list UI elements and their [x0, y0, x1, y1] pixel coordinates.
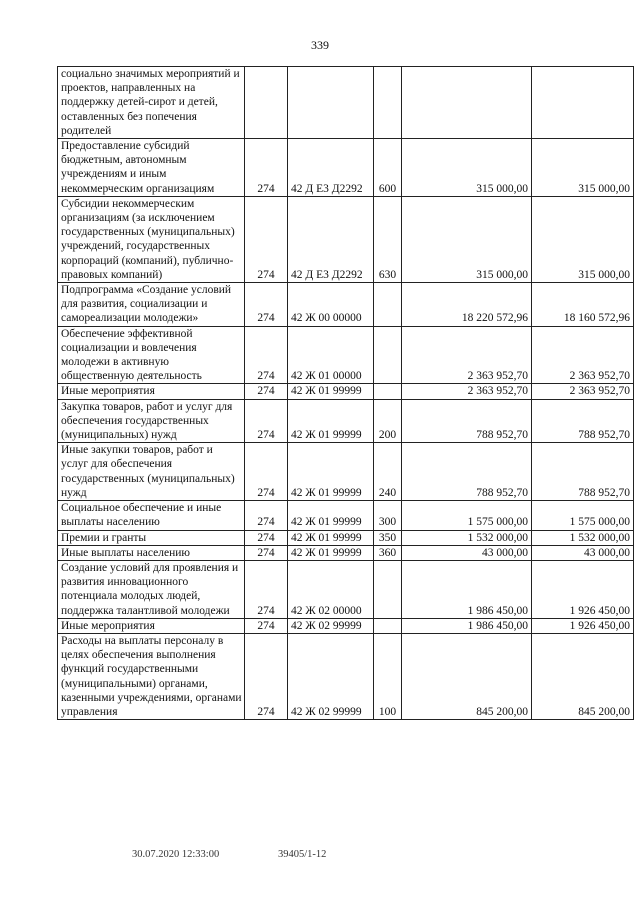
row-csr-cell: 42 Ж 01 99999: [288, 530, 374, 545]
row-sum-2021-cell: 2 363 952,70: [532, 326, 634, 384]
row-csr-cell: 42 Ж 01 99999: [288, 501, 374, 530]
row-ved-cell: 274: [245, 384, 288, 399]
row-sum-2020-cell: 18 220 572,96: [402, 283, 532, 327]
row-vr-cell: 350: [374, 530, 402, 545]
row-name-cell: Предоставление субсидий бюджетным, автономным учреждениям и иным некоммерческим организациям: [58, 139, 245, 197]
row-name-cell: Премии и гранты: [58, 530, 245, 545]
row-sum-2020-cell: 1 575 000,00: [402, 501, 532, 530]
row-csr-cell: 42 Д Е3 Д2292: [288, 196, 374, 282]
row-csr-cell: 42 Ж 02 99999: [288, 633, 374, 719]
row-name-cell: Расходы на выплаты персоналу в целях обеспечения выполнения функций государственными (муниципальными) органами, казенными учреждениями, органами управления: [58, 633, 245, 719]
table-row: [58, 399, 634, 443]
row-ved-cell: 274: [245, 283, 288, 327]
row-csr-cell: 42 Ж 01 00000: [288, 326, 374, 384]
row-sum-2021-cell: 1 926 450,00: [532, 618, 634, 633]
row-sum-2020-cell: 43 000,00: [402, 545, 532, 560]
row-sum-2020-cell: 2 363 952,70: [402, 326, 532, 384]
row-sum-2021-cell: 1 532 000,00: [532, 530, 634, 545]
row-sum-2021-cell: 1 926 450,00: [532, 560, 634, 618]
row-ved-cell: 274: [245, 501, 288, 530]
row-csr-cell: 42 Ж 00 00000: [288, 283, 374, 327]
row-sum-2021-cell: 1 575 000,00: [532, 501, 634, 530]
budget-table: [57, 66, 634, 720]
row-csr-cell: 42 Ж 02 99999: [288, 618, 374, 633]
row-sum-2020-cell: 845 200,00: [402, 633, 532, 719]
row-csr-cell: 42 Ж 01 99999: [288, 384, 374, 399]
row-sum-2021-cell: 2 363 952,70: [532, 384, 634, 399]
row-sum-2021-cell: 845 200,00: [532, 633, 634, 719]
row-csr-cell: 42 Ж 01 99999: [288, 399, 374, 443]
row-sum-2021-cell: 18 160 572,96: [532, 283, 634, 327]
row-ved-cell: 274: [245, 399, 288, 443]
row-name-cell: Социальное обеспечение и иные выплаты населению: [58, 501, 245, 530]
table-row: [58, 633, 634, 719]
row-vr-cell: [374, 618, 402, 633]
table-row: [58, 283, 634, 327]
row-sum-2020-cell: 1 986 450,00: [402, 560, 532, 618]
row-ved-cell: 274: [245, 545, 288, 560]
row-ved-cell: 274: [245, 633, 288, 719]
row-csr-cell: 42 Ж 01 99999: [288, 443, 374, 501]
row-vr-cell: [374, 326, 402, 384]
row-ved-cell: 274: [245, 196, 288, 282]
table-row: [58, 560, 634, 618]
table-row: [58, 530, 634, 545]
table-body: [58, 67, 634, 720]
table-row: [58, 139, 634, 197]
row-vr-cell: 240: [374, 443, 402, 501]
row-ved-cell: 274: [245, 530, 288, 545]
row-sum-2020-cell: 1 532 000,00: [402, 530, 532, 545]
footer-datetime: 30.07.2020 12:33:00: [132, 849, 220, 860]
row-sum-2021-cell: 788 952,70: [532, 399, 634, 443]
row-csr-cell: 42 Д Е3 Д2292: [288, 139, 374, 197]
row-ved-cell: 274: [245, 139, 288, 197]
row-ved-cell: 274: [245, 560, 288, 618]
row-ved-cell: 274: [245, 326, 288, 384]
footer-doc-code: 39405/1-12: [278, 849, 327, 860]
row-vr-cell: [374, 560, 402, 618]
row-sum-2020-cell: 1 986 450,00: [402, 618, 532, 633]
row-name-cell: Иные выплаты населению: [58, 545, 245, 560]
row-vr-cell: [374, 384, 402, 399]
row-ved-cell: 274: [245, 443, 288, 501]
row-ved-cell: 274: [245, 618, 288, 633]
table-row: [58, 196, 634, 282]
row-sum-2021-cell: 788 952,70: [532, 443, 634, 501]
row-name-cell: Создание условий для проявления и развития инновационного потенциала молодых людей, поддержка талантливой молодежи: [58, 560, 245, 618]
row-name-cell: Субсидии некоммерческим организациям (за исключением государственных (муниципальных) учреждений, государственных корпораций (компаний), публично-правовых компаний): [58, 196, 245, 282]
row-sum-2021-cell: [532, 67, 634, 139]
row-vr-cell: 630: [374, 196, 402, 282]
row-sum-2020-cell: [402, 67, 532, 139]
row-sum-2020-cell: 788 952,70: [402, 443, 532, 501]
row-name-cell: Закупка товаров, работ и услуг для обеспечения государственных (муниципальных) нужд: [58, 399, 245, 443]
row-name-cell: социально значимых мероприятий и проектов, направленных на поддержку детей-сирот и детей, оставленных без попечения родителей: [58, 67, 245, 139]
table-row: [58, 545, 634, 560]
row-vr-cell: [374, 283, 402, 327]
row-sum-2021-cell: 315 000,00: [532, 196, 634, 282]
table-row: [58, 326, 634, 384]
table-row: [58, 618, 634, 633]
page-number: 339: [311, 38, 329, 52]
row-sum-2020-cell: 315 000,00: [402, 196, 532, 282]
row-ved-cell: [245, 67, 288, 139]
row-name-cell: Обеспечение эффективной социализации и вовлечения молодежи в активную общественную деятельность: [58, 326, 245, 384]
row-vr-cell: 600: [374, 139, 402, 197]
row-name-cell: Подпрограмма «Создание условий для развития, социализации и самореализации молодежи»: [58, 283, 245, 327]
row-sum-2021-cell: 315 000,00: [532, 139, 634, 197]
row-csr-cell: 42 Ж 02 00000: [288, 560, 374, 618]
table-row: [58, 443, 634, 501]
row-vr-cell: 100: [374, 633, 402, 719]
row-sum-2020-cell: 788 952,70: [402, 399, 532, 443]
row-sum-2020-cell: 2 363 952,70: [402, 384, 532, 399]
row-name-cell: Иные мероприятия: [58, 618, 245, 633]
row-sum-2020-cell: 315 000,00: [402, 139, 532, 197]
row-sum-2021-cell: 43 000,00: [532, 545, 634, 560]
table-row: [58, 67, 634, 139]
row-name-cell: Иные мероприятия: [58, 384, 245, 399]
row-csr-cell: [288, 67, 374, 139]
table-row: [58, 501, 634, 530]
row-vr-cell: 360: [374, 545, 402, 560]
row-csr-cell: 42 Ж 01 99999: [288, 545, 374, 560]
table-row: [58, 384, 634, 399]
row-name-cell: Иные закупки товаров, работ и услуг для обеспечения государственных (муниципальных) нужд: [58, 443, 245, 501]
row-vr-cell: [374, 67, 402, 139]
row-vr-cell: 300: [374, 501, 402, 530]
row-vr-cell: 200: [374, 399, 402, 443]
